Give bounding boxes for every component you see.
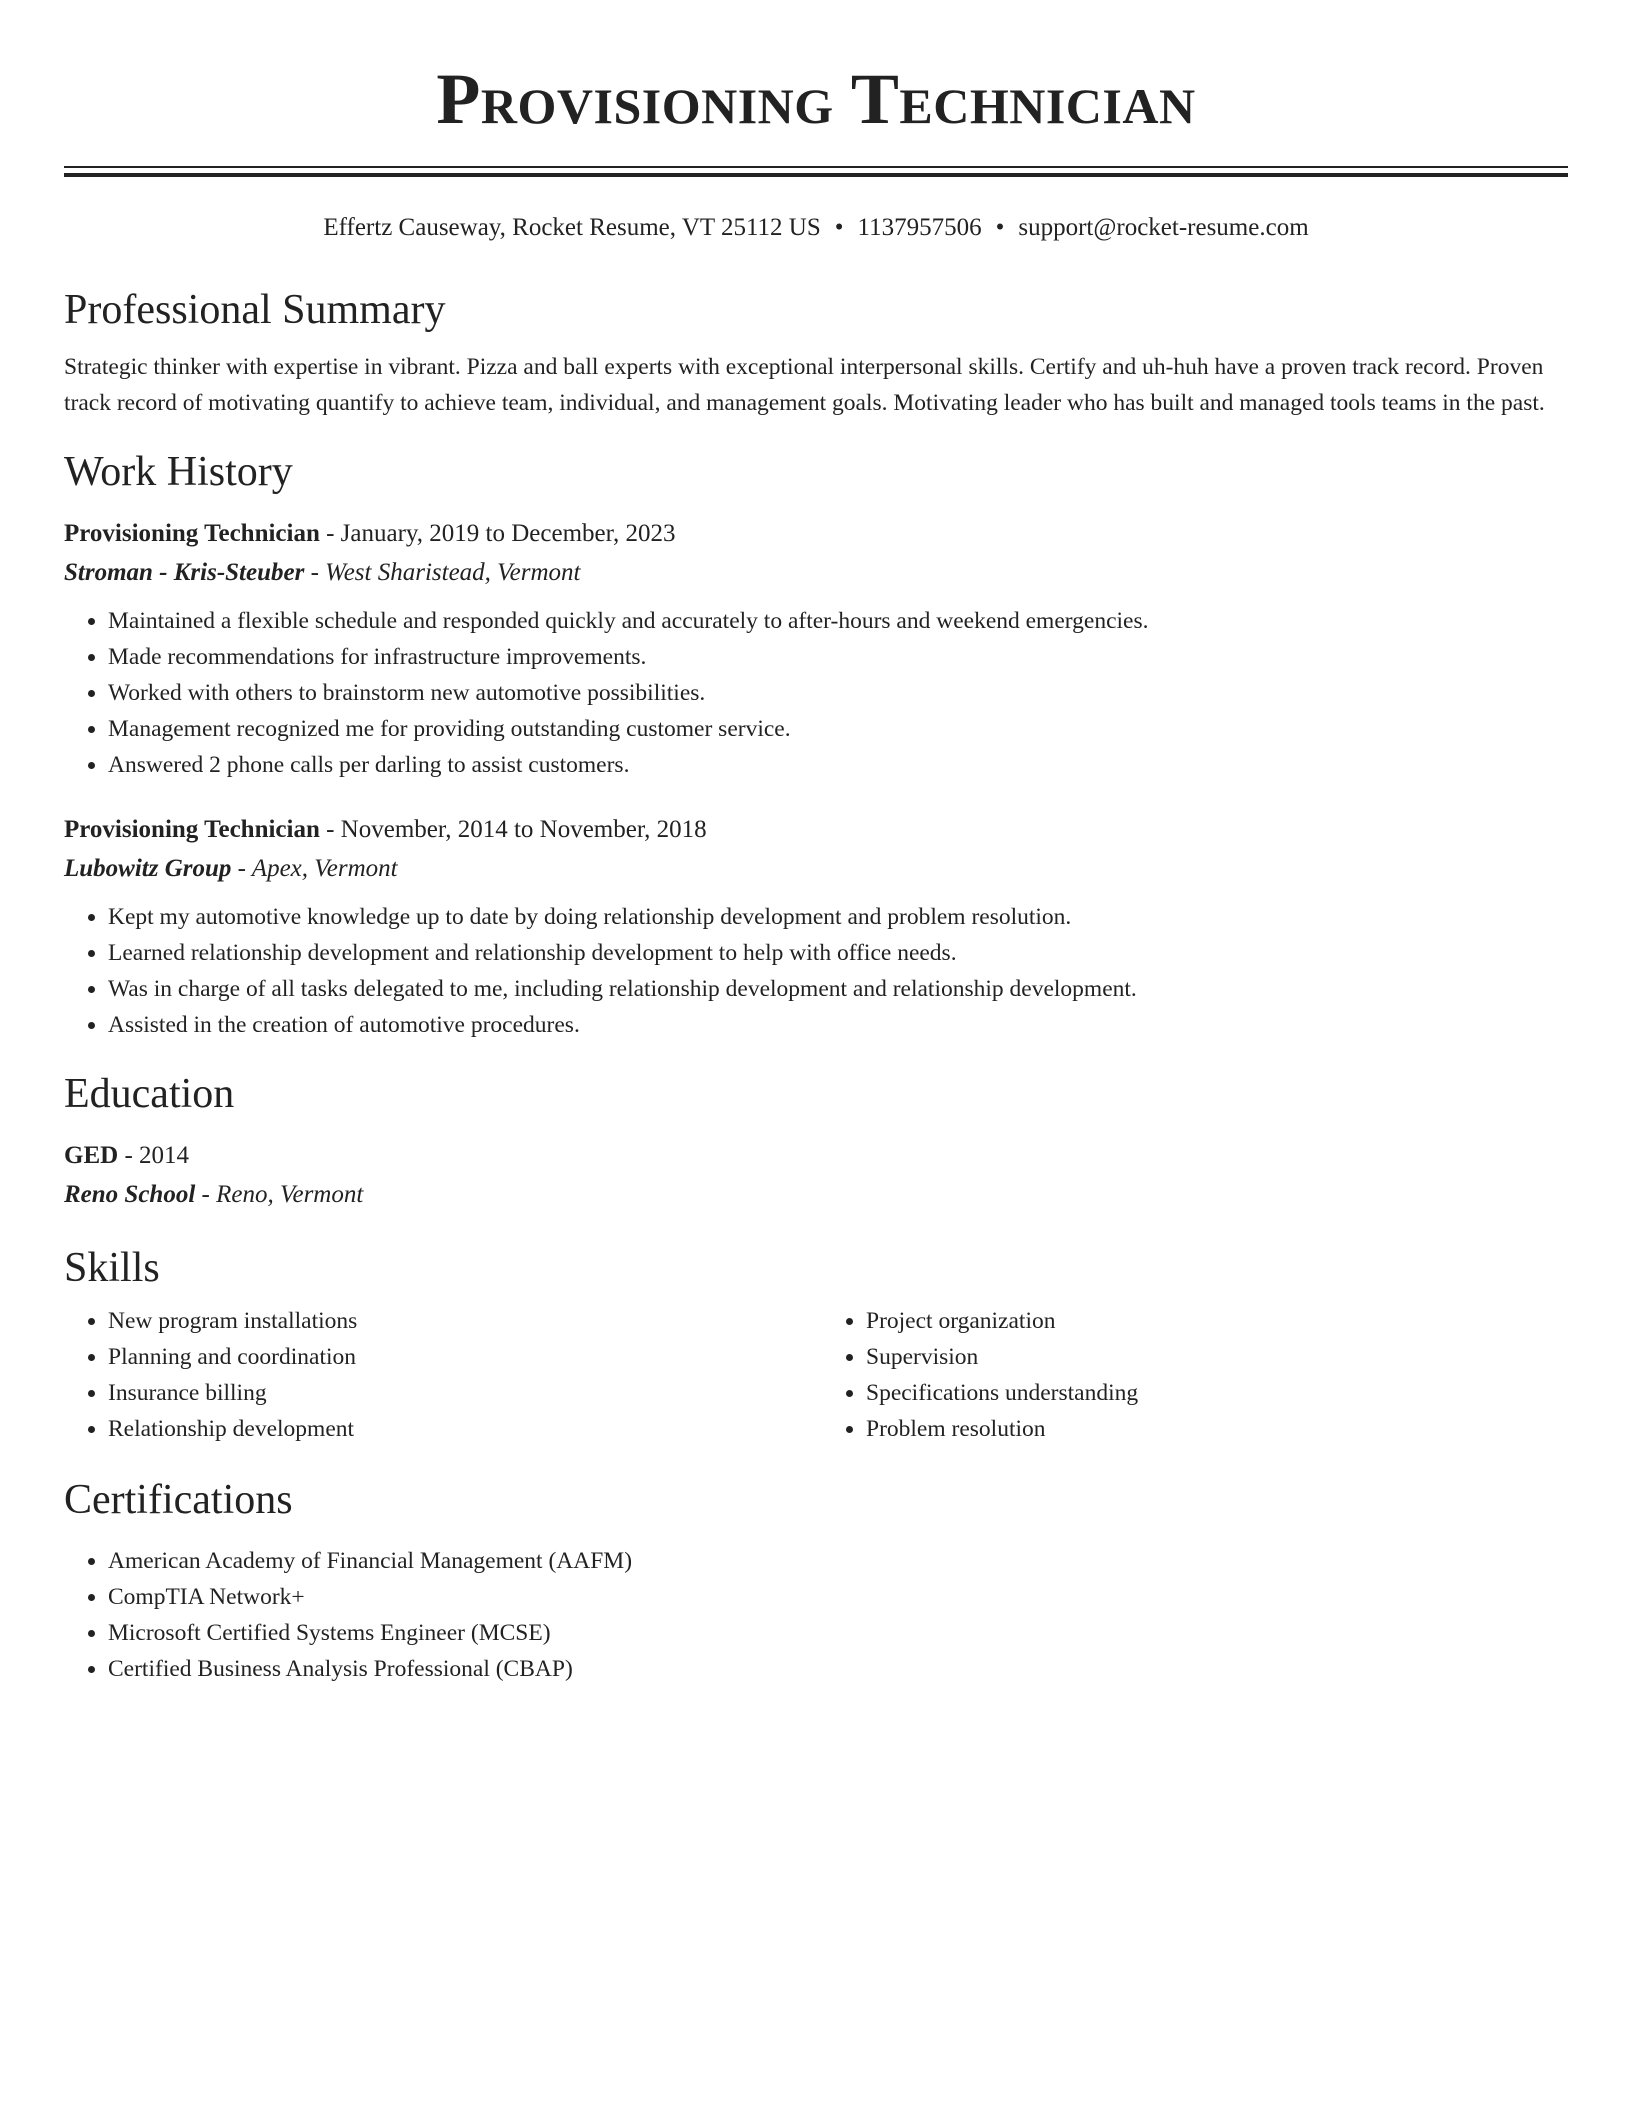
education-location: - Reno, Vermont: [195, 1181, 364, 1208]
job-bullet: • Was in charge of all tasks delegated to me, including relationship development and relationship development.: [108, 971, 1568, 1007]
job-bullets: [64, 603, 1568, 783]
section-heading-skills: Skills: [64, 1245, 160, 1291]
work-history-section: [64, 447, 1568, 1043]
contact-separator: •: [834, 214, 844, 241]
job-bullet: • Worked with others to brainstorm new automotive possibilities.: [108, 675, 1568, 711]
skill-item: • Relationship development: [108, 1411, 816, 1447]
skill-item: • Planning and coordination: [108, 1339, 816, 1375]
skills-section: [64, 1243, 1568, 1447]
job-bullet: • Learned relationship development and relationship development to help with office needs.: [108, 935, 1568, 971]
skill-item: • Project organization: [866, 1303, 1568, 1339]
job-bullets: [64, 899, 1568, 1043]
job-bullet: • Management recognized me for providing outstanding customer service.: [108, 711, 1568, 747]
skill-item: • Supervision: [866, 1339, 1568, 1375]
job-entry: [64, 515, 1568, 783]
education-section: [64, 1069, 1568, 1215]
job-role: Provisioning Technician: [64, 816, 320, 843]
certification-item: • Certified Business Analysis Professional (CBAP): [108, 1651, 1568, 1687]
job-company-line: [64, 849, 1568, 889]
job-role: Provisioning Technician: [64, 520, 320, 547]
job-location: - Apex, Vermont: [231, 855, 398, 882]
job-dates: - January, 2019 to December, 2023: [319, 520, 676, 547]
skill-item: • Specifications understanding: [866, 1375, 1568, 1411]
summary-text: Strategic thinker with expertise in vibrant. Pizza and ball experts with exceptional interpersonal skills. Certify and uh-huh have a proven track record. Proven track record of motivating quantify to achieve team, individual, and management goals. Motivating leader who has built and managed tools teams in the past.: [64, 354, 1545, 416]
job-bullet: • Kept my automotive knowledge up to date by doing relationship development and problem resolution.: [108, 899, 1568, 935]
professional-summary-section: [64, 285, 1568, 421]
education-year: - 2014: [118, 1142, 190, 1169]
section-heading-certifications: Certifications: [64, 1477, 293, 1523]
education-school: Reno School: [64, 1181, 196, 1208]
job-bullet: • Answered 2 phone calls per darling to assist customers.: [108, 747, 1568, 783]
contact-line: [64, 211, 1568, 245]
job-company: Stroman - Kris-Steuber: [64, 559, 305, 586]
contact-separator: •: [995, 214, 1005, 241]
contact-phone: 1137957506: [857, 214, 982, 241]
skill-item: • New program installations: [108, 1303, 816, 1339]
skills-list-left: [64, 1303, 816, 1447]
job-company: Lubowitz Group: [64, 855, 232, 882]
section-heading-education: Education: [64, 1071, 235, 1117]
job-location: - West Sharistead, Vermont: [304, 559, 581, 586]
job-dates: - November, 2014 to November, 2018: [319, 816, 707, 843]
job-bullet: • Made recommendations for infrastructure improvements.: [108, 639, 1568, 675]
job-bullet: • Assisted in the creation of automotive procedures.: [108, 1007, 1568, 1043]
certification-item: • American Academy of Financial Management (AAFM): [108, 1543, 1568, 1579]
section-heading-work: Work History: [64, 449, 293, 495]
job-entry: [64, 811, 1568, 1043]
resume-title: Provisioning Technician: [436, 59, 1196, 139]
job-company-line: [64, 553, 1568, 593]
skill-item: • Insurance billing: [108, 1375, 816, 1411]
job-title-line: [64, 811, 1568, 849]
skills-list-right: [816, 1303, 1568, 1447]
skills-columns: [64, 1303, 1568, 1447]
section-heading-summary: Professional Summary: [64, 287, 446, 333]
education-school-line: [64, 1175, 1568, 1215]
title-divider: [64, 166, 1568, 177]
job-bullet: • Maintained a flexible schedule and responded quickly and accurately to after-hours and weekend emergencies.: [108, 603, 1568, 639]
job-title-line: [64, 515, 1568, 553]
education-entry: [64, 1137, 1568, 1215]
certifications-section: [64, 1475, 1568, 1687]
contact-email: support@rocket-resume.com: [1018, 214, 1309, 241]
education-degree: GED: [64, 1142, 119, 1169]
certification-item: • Microsoft Certified Systems Engineer (MCSE): [108, 1615, 1568, 1651]
skill-item: • Problem resolution: [866, 1411, 1568, 1447]
certifications-list: [64, 1543, 1568, 1687]
contact-address: Effertz Causeway, Rocket Resume, VT 25112 US: [323, 214, 821, 241]
certification-item: • CompTIA Network+: [108, 1579, 1568, 1615]
education-degree-line: [64, 1137, 1568, 1175]
